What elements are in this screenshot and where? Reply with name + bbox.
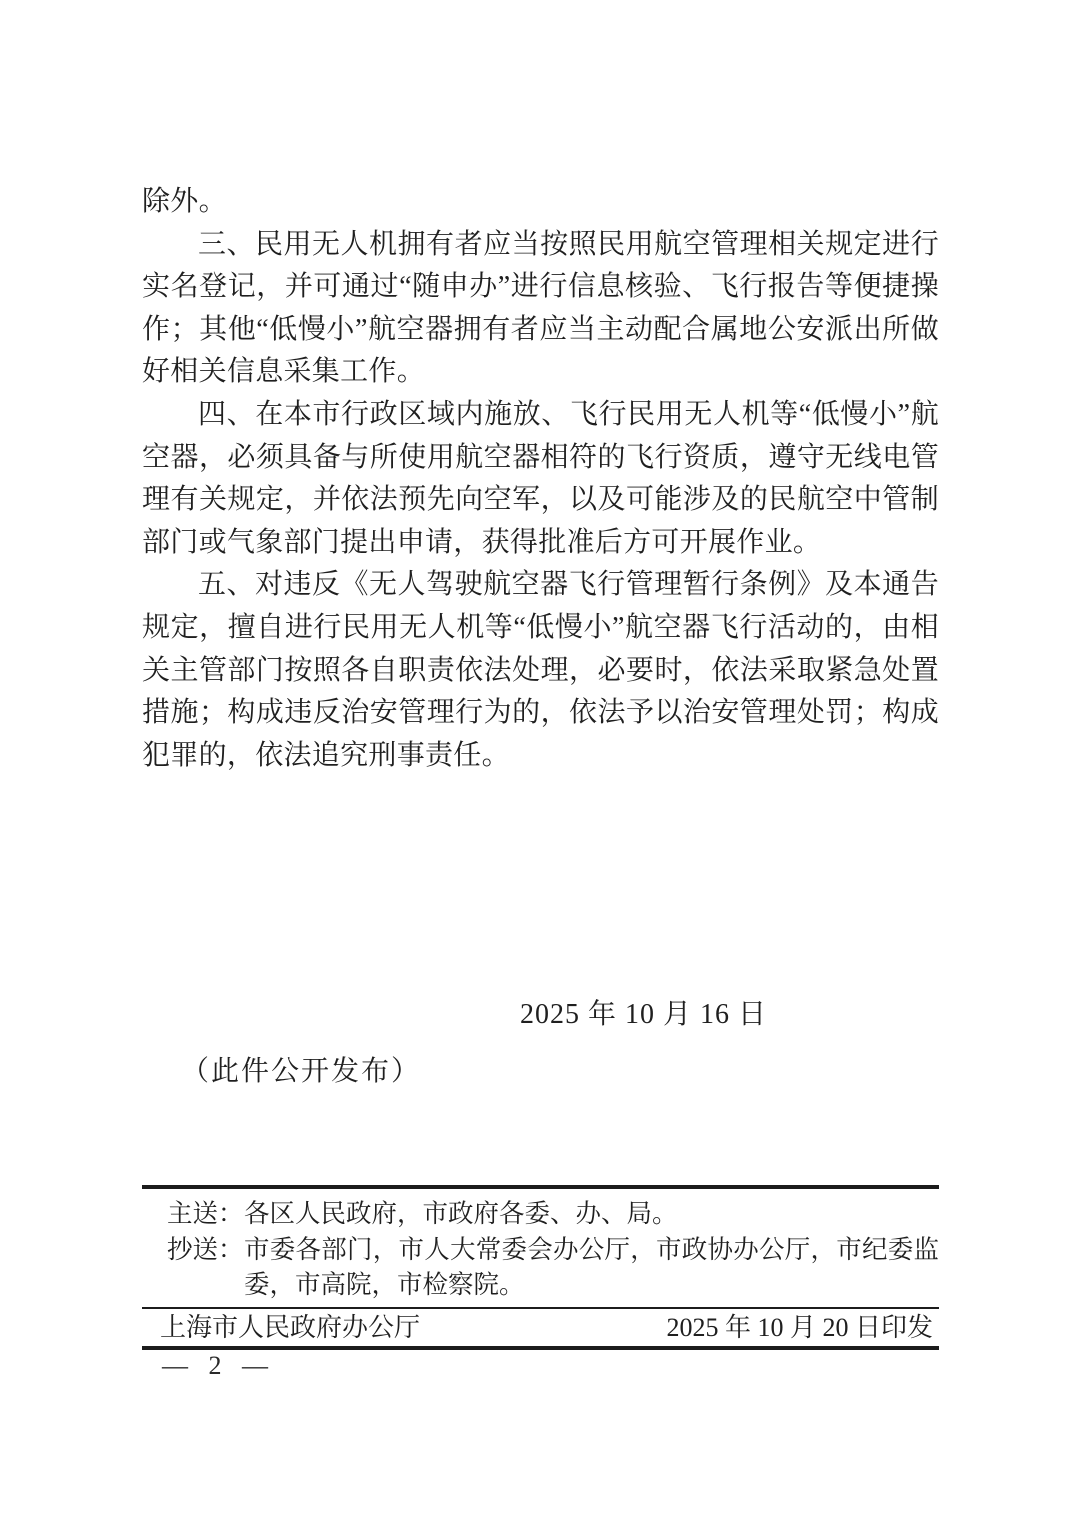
main-send-row: [142, 1189, 939, 1232]
print-date: 2025 年 10 月 20 日印发: [666, 1312, 933, 1342]
main-send-label: 主送：: [167, 1199, 244, 1228]
main-send-text: 各区人民政府，市政府各委、办、局。: [244, 1199, 678, 1228]
paragraph-item-3: 三、民用无人机拥有者应当按照民用航空管理相关规定进行实名登记，并可通过“随申办”进行信息核验、飞行报告等便捷操作；其他“低慢小”航空器拥有者应当主动配合属地公安派出所做好相关信息采集工作。: [142, 228, 939, 388]
page-number: — 2 —: [162, 1351, 268, 1380]
cc-text: 市委各部门，市人大常委会办公厅，市政协办公厅，市纪委监委，市高院，市检察院。: [244, 1234, 939, 1299]
cc-row: [142, 1232, 939, 1303]
public-release-note: （此件公开发布）: [181, 1056, 422, 1087]
paragraph-item-4: 四、在本市行政区域内施放、飞行民用无人机等“低慢小”航空器，必须具备与所使用航空器相符的飞行资质，遵守无线电管理有关规定，并依法预先向空军，以及可能涉及的民航空中管制部门或气象部门提出申请，获得批准后方可开展作业。: [142, 398, 939, 558]
cc-label: 抄送：: [167, 1234, 244, 1264]
document-body: [142, 181, 939, 777]
issue-date: 2025 年 10 月 16 日: [519, 999, 767, 1030]
issuer-name: 上海市人民政府办公厅: [160, 1312, 421, 1342]
issuer-row: [142, 1309, 939, 1346]
paragraph-continuation: 除外。: [142, 186, 227, 217]
paragraph-item-5: 五、对违反《无人驾驶航空器飞行管理暂行条例》及本通告规定，擅自进行民用无人机等“低慢小”航空器飞行活动的，由相关主管部门按照各自职责依法处理，必要时，依法采取紧急处置措施；构成违反治安管理行为的，依法予以治安管理处罚；构成犯罪的，依法追究刑事责任。: [142, 569, 939, 771]
colophon: [142, 1185, 939, 1350]
